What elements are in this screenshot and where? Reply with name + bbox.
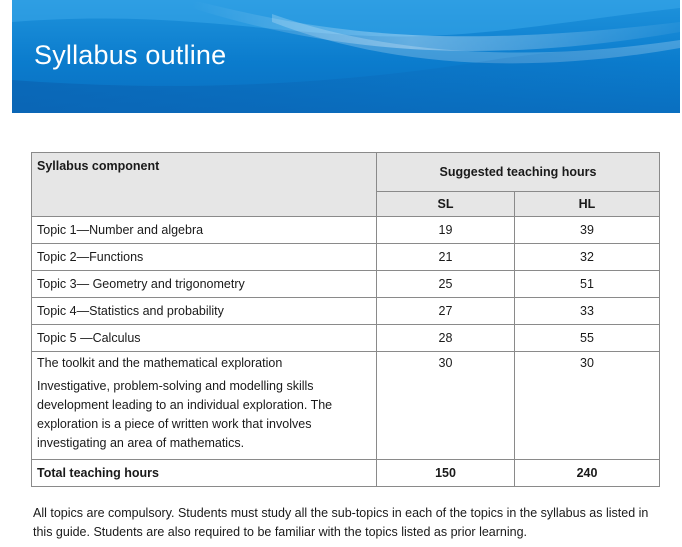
topic-cell: Topic 4—Statistics and probability [32,298,377,325]
header-banner [12,0,680,113]
column-header-sl: SL [377,192,515,217]
syllabus-table [31,152,660,487]
topic-cell: Topic 5 —Calculus [32,325,377,352]
table-row [32,325,660,352]
sl-hours-cell: 25 [377,271,515,298]
column-header-hl: HL [515,192,660,217]
exploration-description: Investigative, problem-solving and modelling skills development leading to an individual exploration. The exploration is a piece of written work that involves investigating an area of mathematics. [37,379,333,450]
table-header-row [32,153,660,192]
hl-hours-cell: 30 [515,352,660,460]
footnote-paragraph: All topics are compulsory. Students must study all the sub-topics in each of the topics in the syllabus as listed in this guide. Students are also required to be familiar with the topics listed as prior learning. [33,506,649,539]
hl-hours-cell: 32 [515,244,660,271]
sl-hours-cell: 27 [377,298,515,325]
table-row [32,244,660,271]
total-hl-hours: 240 [515,460,660,487]
topic-cell: Topic 2—Functions [32,244,377,271]
hl-hours-cell: 55 [515,325,660,352]
exploration-title: The toolkit and the mathematical exploration [37,356,283,370]
sl-hours-cell: 19 [377,217,515,244]
exploration-row [32,352,660,460]
column-header-hours: Suggested teaching hours [377,153,660,192]
total-sl-hours: 150 [377,460,515,487]
total-label: Total teaching hours [32,460,377,487]
hl-hours-cell: 39 [515,217,660,244]
hl-hours-cell: 33 [515,298,660,325]
topic-cell: Topic 3— Geometry and trigonometry [32,271,377,298]
page-title: Syllabus outline [34,40,227,70]
sl-hours-cell: 21 [377,244,515,271]
table-row [32,298,660,325]
hl-hours-cell: 51 [515,271,660,298]
table-row [32,271,660,298]
total-row [32,460,660,487]
column-header-component: Syllabus component [32,153,377,217]
table-row [32,217,660,244]
topic-cell: Topic 1—Number and algebra [32,217,377,244]
exploration-cell [32,352,377,460]
sl-hours-cell: 28 [377,325,515,352]
sl-hours-cell: 30 [377,352,515,460]
